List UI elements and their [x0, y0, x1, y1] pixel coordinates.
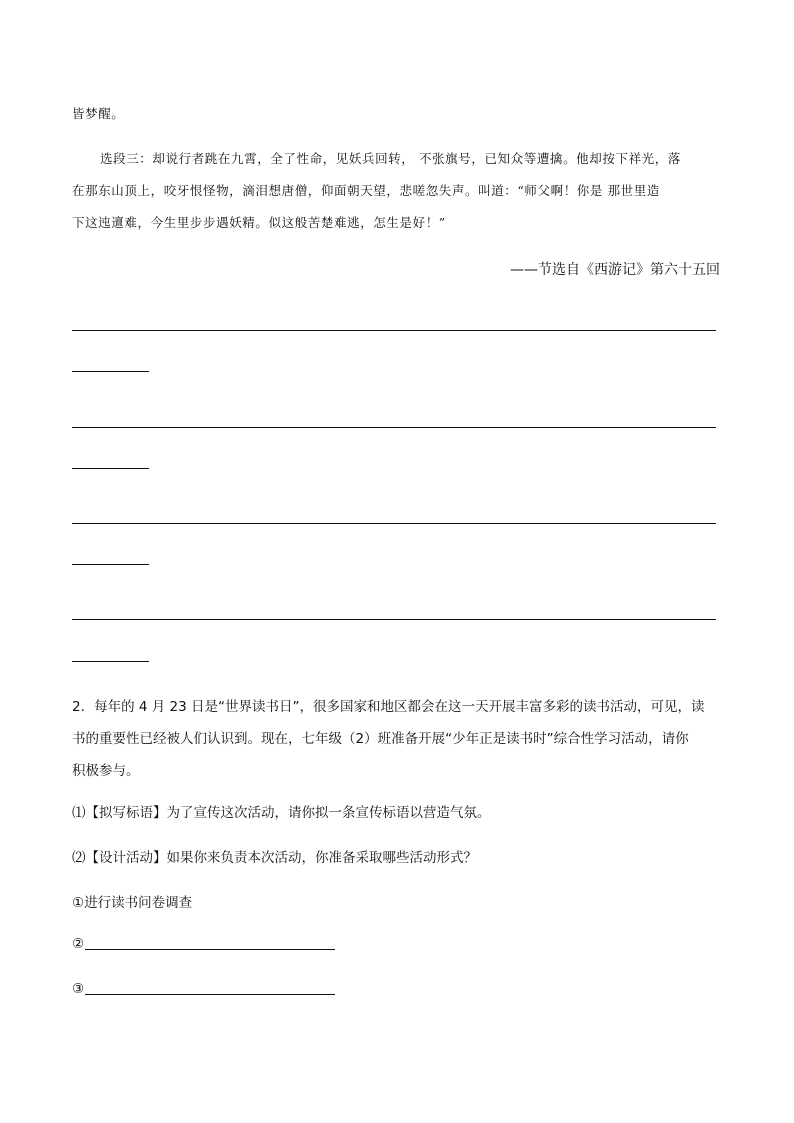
q2-intro-line-3: 积极参与。 [72, 763, 140, 779]
answer-line-short[interactable] [72, 564, 149, 565]
item-2-marker: ② [72, 936, 85, 952]
answer-line[interactable] [72, 619, 716, 620]
passage-tail: 皆梦醒。 [72, 106, 125, 121]
q2-sub2: ⑵【设计活动】如果你来负责本次活动，你准备采取哪些活动形式？ [72, 850, 477, 866]
q2-sub1: ⑴【拟写标语】为了宣传这次活动，请你拟一条宣传标语以营造气氛。 [72, 805, 491, 821]
excerpt3-line-2: 在那东山顶上，咬牙恨怪物，滴泪想唐僧，仰面朝天望，悲嗟忽失声。叫道：“师父啊！你是 那世里造 [72, 183, 660, 198]
excerpt3-line-3: 下这迍邅难，今生里步步遇妖精。似这般苦楚难逃，怎生是好！” [72, 215, 446, 230]
item-3-blank[interactable] [85, 994, 335, 995]
passage-source: ——节选自《西游记》第六十五回 [510, 262, 720, 278]
answer-line[interactable] [72, 523, 716, 524]
q2-intro-line-2: 书的重要性已经被人们认识到。现在，七年级（2）班准备开展“少年正是读书时”综合性学习活动，请你 [72, 731, 689, 747]
answer-line-short[interactable] [72, 468, 149, 469]
item-2-blank[interactable] [85, 949, 335, 950]
answer-line[interactable] [72, 330, 716, 331]
q2-item-2 [72, 936, 335, 952]
q2-item-3 [72, 981, 335, 997]
answer-line-short[interactable] [72, 371, 149, 372]
q2-item-1: ①进行读书问卷调查 [72, 895, 193, 911]
answer-line[interactable] [72, 427, 716, 428]
excerpt3-line-1: 选段三：却说行者跳在九霄，全了性命，见妖兵回转， 不张旗号，已知众等遭擒。他却按下祥光，落 [100, 151, 681, 166]
item-3-marker: ③ [72, 981, 85, 997]
q2-intro-line-1: 2．每年的 4 月 23 日是“世界读书日”，很多国家和地区都会在这一天开展丰富多彩的读书活动，可见，读 [72, 699, 705, 715]
answer-line-short[interactable] [72, 661, 149, 662]
